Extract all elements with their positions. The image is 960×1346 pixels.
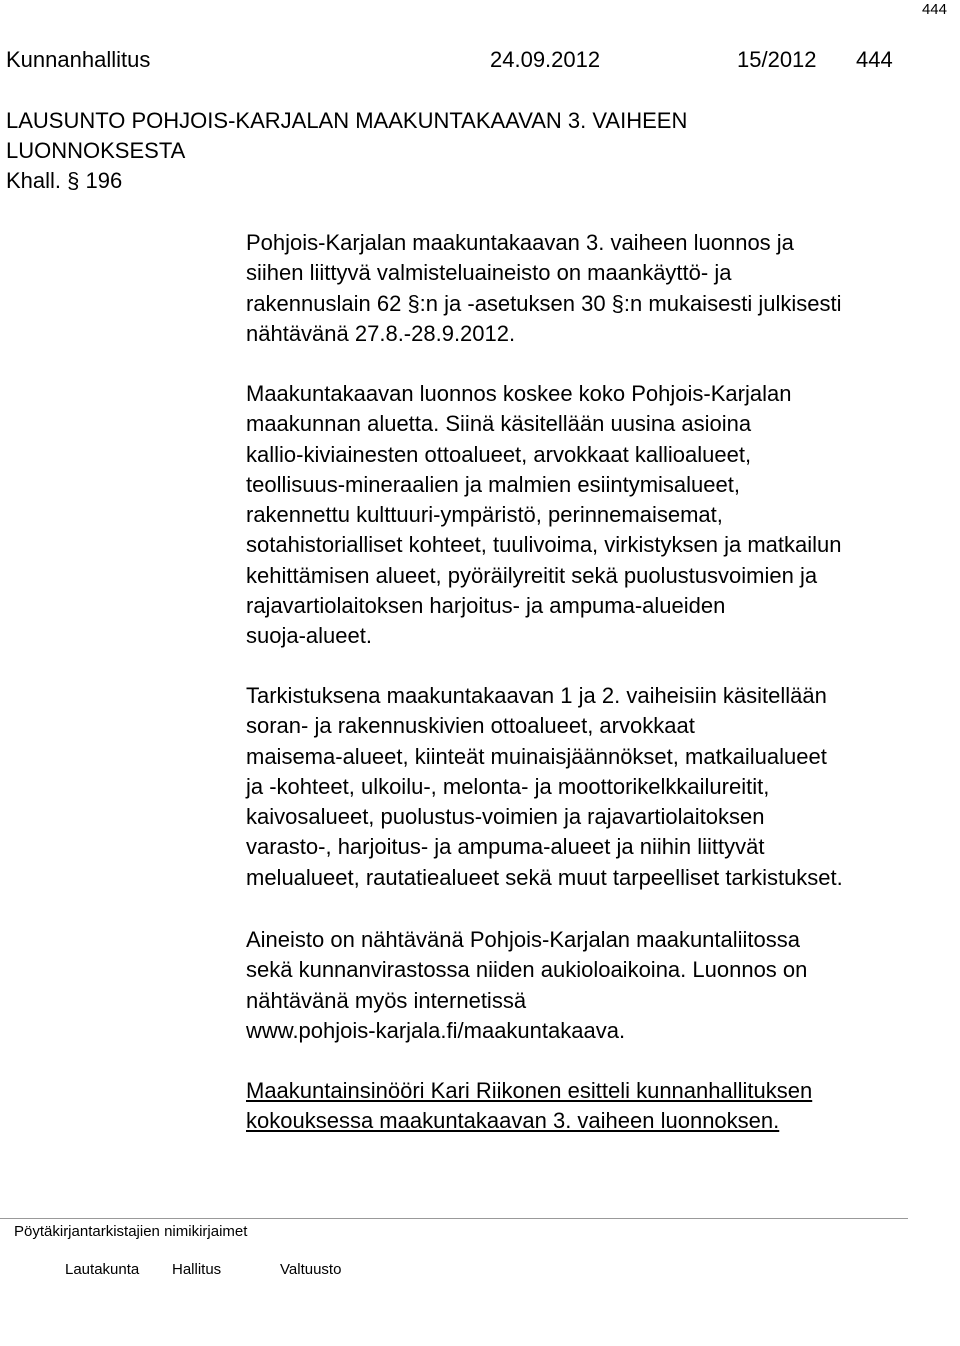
footer-signature-valtuusto: Valtuusto xyxy=(280,1261,342,1278)
paragraph-5 xyxy=(246,1076,958,1137)
paragraph-line: ja -kohteet, ulkoilu-, melonta- ja moottorikelkkailureitit, xyxy=(246,773,770,799)
paragraph-line: maisema-alueet, kiinteät muinaisjäännökset, matkailualueet xyxy=(246,743,827,769)
paragraph-line: soran- ja rakennuskivien ottoalueet, arvokkaat xyxy=(246,713,695,739)
title-line-1: LAUSUNTO POHJOIS-KARJALAN MAAKUNTAKAAVAN 3. VAIHEEN xyxy=(6,108,688,133)
paragraph-line: kokouksessa maakuntakaavan 3. vaiheen luonnoksen. xyxy=(246,1108,780,1134)
paragraph-line: sekä kunnanvirastossa niiden aukioloaikoina. Luonnos on xyxy=(246,957,808,983)
paragraph-line: Aineisto on nähtävänä Pohjois-Karjalan maakuntaliitossa xyxy=(246,927,801,952)
paragraph-line: Maakuntakaavan luonnos koskee koko Pohjois-Karjalan xyxy=(246,381,792,406)
paragraph-line: www.pohjois-karjala.fi/maakuntakaava. xyxy=(246,1017,626,1043)
paragraph-1 xyxy=(246,228,958,349)
paragraph-line: teollisuus-mineraalien ja malmien esiintymisalueet, xyxy=(246,471,740,497)
paragraph-4 xyxy=(246,925,958,1046)
paragraph-2 xyxy=(246,379,958,652)
document-title xyxy=(6,106,687,196)
footer-signature-lautakunta: Lautakunta xyxy=(65,1261,140,1278)
paragraph-line: varasto-, harjoitus- ja ampuma-alueet ja niihin liittyvät xyxy=(246,834,765,860)
paragraph-line: kehittämisen alueet, pyöräilyreitit sekä puolustusvoimien ja xyxy=(246,562,818,588)
paragraph-line: Tarkistuksena maakuntakaavan 1 ja 2. vaiheisiin käsitellään xyxy=(246,683,827,708)
paragraph-line: rakennuslain 62 §:n ja -asetuksen 30 §:n mukaisesti julkisesti xyxy=(246,290,842,316)
paragraph-line: melualueet, rautatiealueet sekä muut tarpeelliset tarkistukset. xyxy=(246,864,843,890)
title-line-2: LUONNOKSESTA xyxy=(6,138,186,163)
paragraph-line: rajavartiolaitoksen harjoitus- ja ampuma-alueiden xyxy=(246,593,726,619)
footer-divider xyxy=(0,1218,908,1219)
paragraph-line: suoja-alueet. xyxy=(246,623,372,649)
paragraph-line: kallio-kiviainesten ottoalueet, arvokkaat kallioalueet, xyxy=(246,441,752,467)
paragraph-line: rakennettu kulttuuri-ympäristö, perinnemaisemat, xyxy=(246,502,723,528)
section-number: Khall. § 196 xyxy=(6,168,123,193)
paragraph-3 xyxy=(246,681,958,893)
header-page: 444 xyxy=(856,47,893,72)
header-body: Kunnanhallitus xyxy=(6,47,151,72)
paragraph-line: Pohjois-Karjalan maakuntakaavan 3. vaiheen luonnos ja xyxy=(246,230,794,255)
paragraph-line: kaivosalueet, puolustus-voimien ja rajavartiolaitoksen xyxy=(246,804,765,830)
header-protocol: 15/2012 xyxy=(737,47,817,72)
footer-signature-hallitus: Hallitus xyxy=(172,1261,222,1278)
page-number-corner: 444 xyxy=(921,1,947,18)
paragraph-line: siihen liittyvä valmisteluaineisto on maankäyttö- ja xyxy=(246,260,732,286)
header-date: 24.09.2012 xyxy=(490,47,601,72)
paragraph-line: nähtävänä myös internetissä xyxy=(246,987,527,1013)
paragraph-line: Maakuntainsinööri Kari Riikonen esitteli kunnanhallituksen xyxy=(246,1078,813,1103)
paragraph-line: nähtävänä 27.8.-28.9.2012. xyxy=(246,320,516,346)
paragraph-line: maakunnan aluetta. Siinä käsitellään uusina asioina xyxy=(246,411,752,437)
footer-label: Pöytäkirjantarkistajien nimikirjaimet xyxy=(14,1223,248,1240)
paragraph-line: sotahistorialliset kohteet, tuulivoima, virkistyksen ja matkailun xyxy=(246,532,842,558)
